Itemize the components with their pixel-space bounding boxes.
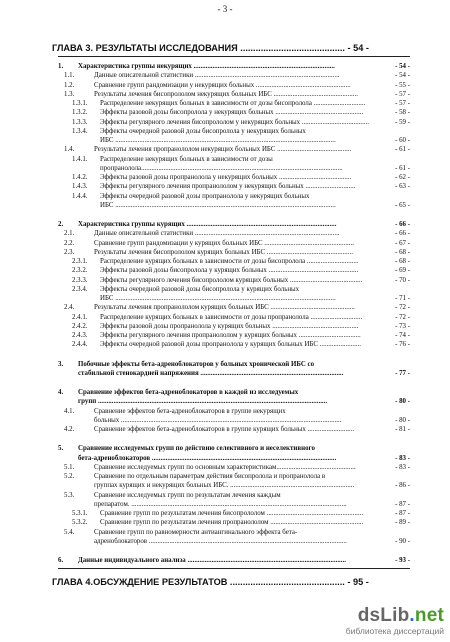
toc-entry-text: Распределение курящих больных в зависимости от дозы пропранолола .............................. - 72 - [100,313,410,321]
toc-entry-text: ИБС ................................................................................................................................ - 71 - [100,295,410,302]
toc-entry-page: - 57 - [395,100,410,107]
toc-entry-page: - 83 - [395,454,410,462]
toc-entry-text: Эффекты разовой дозы бисопролола у курящих больных .................................................... - 69 - [100,267,410,275]
toc-entry-number: 1.4. [64,146,75,154]
toc-entry-page: - 58 - [395,109,410,117]
toc-entry [58,369,410,379]
toc-entry-page: - 60 - [395,137,410,144]
toc-entry-text: Характеристика группы курящих ....................................................................................... - 66 - [78,221,410,228]
toc-entry-page: - 76 - [395,341,410,349]
toc-entry-page: - 77 - [395,369,410,377]
toc-entry-text: Эффекты регулярного лечения бисопрололом курящих больных .......................................... - 70 - [100,276,410,284]
toc-entry-number: 1.2. [64,81,75,89]
toc-entry-text: Сравнение эффектов бета-адреноблокаторов в группе курящих больных ........................... - 81 - [94,426,410,433]
toc-entry-page: - 59 - [395,118,410,126]
toc-entry-page: - 80 - [395,416,410,424]
toc-entry-number: 5.1. [64,463,75,471]
toc-entry-number: 4. [58,389,64,396]
toc-entry-number: 2.3.4. [72,285,88,293]
toc-entry-number: 2.4.1. [72,313,88,321]
toc-entry [58,556,410,566]
toc-entry-page: - 61 - [395,146,410,154]
toc-entry-number: 2.2. [64,239,75,247]
toc-entry-text: больных ................................................................................................................................ - 80 - [94,416,410,424]
page-number: - 3 - [217,4,233,14]
toc-entry-page: - 72 - [395,304,410,312]
toc-entry-number: 2.4.4. [72,341,88,349]
toc-entry-text: Данные индивидуального анализа ............................................................................................ - 93 - [78,557,410,564]
toc-entry-text: Сравнение по отдельным параметрам действия бисопролола и пропранолола в [94,473,326,480]
toc-entry-page: - 90 - [395,537,410,545]
logo-tagline: библиотека диссертаций [345,626,444,636]
toc-entry-text: Распределение курящих больных в зависимости от дозы бисопролола .............................. - 68 - [100,258,410,265]
toc-entry-number: 3. [58,360,64,368]
toc-entry-page: - 55 - [395,81,410,89]
toc-entry-text: Сравнение эффектов бета-адреноблокаторов в группе некурящих [94,407,286,415]
toc-entry-page: - 72 - [395,313,410,321]
toc-entry-number: 1.3.4. [72,127,88,135]
toc-entry-text: группах курящих и некурящих больных ИБС. ........................................................................ - 86 - [94,482,410,490]
toc-entry-text: Эффекты очередной разовой дозы бисопролола у некурящих больных [100,127,306,135]
chapter-heading [52,43,410,53]
toc-entry-page: - 54 - [395,72,410,80]
toc-entry-number: 1. [58,63,64,70]
toc-entry-page: - 87 - [395,500,410,508]
toc-entry-number: 2.3. [64,248,75,256]
logo-wordmark: dsLib.net [357,605,444,626]
toc-entry-text: Распределение некурящих больных в зависимости от дозы [100,155,273,163]
toc-entry-text: Результаты лечения пропранололом некурящих больных ИБС ........................................... - 61 - [94,146,410,154]
chapter-page: - 95 - [344,577,369,587]
toc-entry-number: 2.3.2. [72,267,88,275]
toc-entry-text: стабильной стенокардией напряжения ................................................................................... - 77 - [78,369,410,377]
toc-entry-page: - 87 - [395,510,410,517]
toc-entry-page: - 73 - [395,322,410,330]
toc-entry-page: - 68 - [395,258,410,265]
toc-entry-text: групп ..................................................................................................................................... - 80 - [78,398,410,406]
toc-entry-text: Сравнение исследуемых групп по основным характеристикам.............................................. - 83 - [94,463,410,471]
toc-entry-number: 1.4.2. [72,174,88,181]
toc-entry-number: 1.3.2. [72,109,88,117]
toc-entry-page: - 65 - [395,201,410,209]
toc-entry-text: Сравнение исследуемых групп по результатам лечения каждым [94,491,281,499]
toc-entry-text: Сравнение исследуемых групп по действию селективного и неселективного [78,445,315,453]
toc-entry-page: - 54 - [395,63,410,70]
toc-entry-number: 2.3.3. [72,276,88,284]
toc-entry-text: Распределение некурящих больных в зависимости от дозы бисопролола .............................. - 57 - [100,100,410,107]
toc-entry-text: Данные описательной статистики .................................................................................... - 54 - [94,72,410,80]
toc-entry-text: Сравнение групп рандомизации у курящих больных ИБС .................................................... - 67 - [94,239,410,247]
toc-entry-text: бета-адреноблокаторов ........................................................................................................... - 83 - [78,454,410,462]
toc-entry-text: Побочные эффекты бета-адреноблокаторов у больных хронической ИБС со [78,360,315,368]
chapter-title: ГЛАВА 4.ОБСУЖДЕНИЕ РЕЗУЛЬТАТОВ [52,577,228,587]
toc-entry [58,537,410,547]
toc-entry-text: Данные описательной статистики .................................................................................... - 66 - [94,230,410,238]
toc-entry-page: - 63 - [395,183,410,191]
toc-entry-number: 2.4. [64,304,75,312]
toc-entry-text: Сравнение эффектов бета-адреноблокаторов в каждой из исследуемых [78,389,299,396]
toc-entry-number: 2.4.3. [72,332,88,339]
toc-entry-text: Эффекты очередной разовой дозы бисопролола у курящих больных [100,285,300,293]
toc-entry-text: Эффекты разовой дозы пропранолола у курящих больных .................................................. - 73 - [100,322,410,330]
toc-entry-number: 2.4.2. [72,322,88,330]
toc-entry-text: Сравнение групп рандомизации у некурящих больных ....................................................... - 55 - [94,81,410,89]
toc-entry-page: - 83 - [395,463,410,471]
toc-entry-page: - 70 - [395,276,410,284]
toc-entry-page: - 66 - [395,230,410,238]
toc-entry-number: 1.3.1. [72,100,88,107]
chapter-leader: ......................................... [237,43,345,53]
toc-entry-text: Эффекты регулярного лечения пропранололом у некурящих больных ............................. - 63 - [100,183,410,191]
toc-entry [58,340,410,350]
toc-entry-number: 1.4.1. [72,155,88,163]
toc-entry-number: 6. [58,557,64,564]
dslib-logo[interactable] [346,606,444,636]
toc-entry-number: 5.3.2. [72,519,88,527]
toc-entry-number: 5.3. [64,491,75,499]
toc-entry-number: 2. [58,221,64,228]
chapter-title: ГЛАВА 3. РЕЗУЛЬТАТЫ ИССЛЕДОВАНИЯ [52,43,238,53]
toc-entry-number: 1.1. [64,72,75,80]
toc-entry-text: пропранолола..................................................................................................................... - 61 - [100,164,410,172]
toc-entry-text: Эффекты регулярного лечения пропранололом у курящих больных .................................... - 74 - [100,332,410,339]
toc-entry [58,201,410,211]
chapter-heading [52,577,410,587]
toc-entry-text: Эффекты регулярного лечения бисопрололом у некурящих больных ....................................... - 59 - [100,118,410,126]
toc-entry-number: 5.4. [64,528,75,536]
toc-entry-page: - 57 - [395,90,410,98]
toc-entry-text: ИБС ................................................................................................................................ - 65 - [100,201,410,209]
toc-entry-text: ИБС ................................................................................................................................ - 60 - [100,137,410,144]
toc-entry-page: - 81 - [395,426,410,433]
toc-entry-number: 1.3.3. [72,118,88,126]
toc-entry-page: - 74 - [395,332,410,339]
toc-entry-text: Сравнение групп по результатам лечения пропранололом ...................................................... - 89 - [100,519,410,527]
toc-entry-page: - 89 - [395,519,410,527]
toc-entry-text: адреноблокаторов ................................................................................................................... - 90 - [94,537,410,545]
toc-entry-page: - 86 - [395,482,410,490]
toc-entry-number: 5.3.1. [72,510,88,517]
toc-entry-page: - 93 - [395,557,410,564]
chapter-page: - 54 - [344,43,369,53]
top-rule [58,56,410,57]
toc-entry-page: - 80 - [395,398,410,406]
bottom-rule [58,568,410,569]
toc-entry-number: 2.1. [64,230,75,238]
toc-entry-text: Результаты лечения пропранололом курящих больных ИБС ................................................. - 72 - [94,304,410,312]
toc-entry-text: Сравнение групп по равномерности антиангинального эффекта бета- [94,528,298,536]
toc-entry-number: 5.2. [64,473,75,480]
toc-entry-number: 2.3.1. [72,258,88,265]
toc-entry-text: Результаты лечения бисопрололом некурящих больных ИБС ................................................. - 57 - [94,90,410,98]
toc-entry-number: 1.3. [64,90,75,98]
toc-entry-page: - 61 - [395,164,410,172]
toc-entry-text: Эффекты очередной разовой дозы пропранолола у курящих больных ИБС ........................ - 76 - [100,341,410,349]
toc-entry-page: - 66 - [395,221,410,228]
toc-entry-number: 4.1. [64,407,75,415]
toc-entry-text: препаратом. ............................................................................................................................. - 87 - [94,500,410,508]
toc-entry-text: Результаты лечения бисопрололом курящих больных ИБС .................................................. - 68 - [94,248,410,256]
toc-entry-page: - 67 - [395,239,410,247]
toc-entry-text: Эффекты очередной разовой дозы пропранолола у некурящих больных [100,192,310,200]
toc-entry-number: 1.4.4. [72,192,88,200]
toc-entry-page: - 71 - [395,295,410,302]
toc-entry-page: - 68 - [395,248,410,256]
toc-entry-number: 4.2. [64,426,75,433]
toc-entry-text: Эффекты разовой дозы пропранолола у некурящих больных .......................................... - 62 - [100,174,410,181]
toc-entry-number: 1.4.3. [72,183,88,191]
toc-entry [58,425,410,435]
toc-entry-number: 5. [58,445,64,453]
toc-entry-page: - 62 - [395,174,410,181]
chapter-leader: ............................................. [227,577,345,587]
toc-entry-text: Эффекты разовой дозы бисопролола у некурящих больных ................................................... - 58 - [100,109,410,117]
toc-entry-text: Характеристика группы некурящих .................................................................................. - 54 - [78,63,410,70]
toc-entry-page: - 69 - [395,267,410,275]
toc-entry-text: Сравнение групп по результатам лечения бисопрололом ........................................................ - 87 - [100,510,410,517]
